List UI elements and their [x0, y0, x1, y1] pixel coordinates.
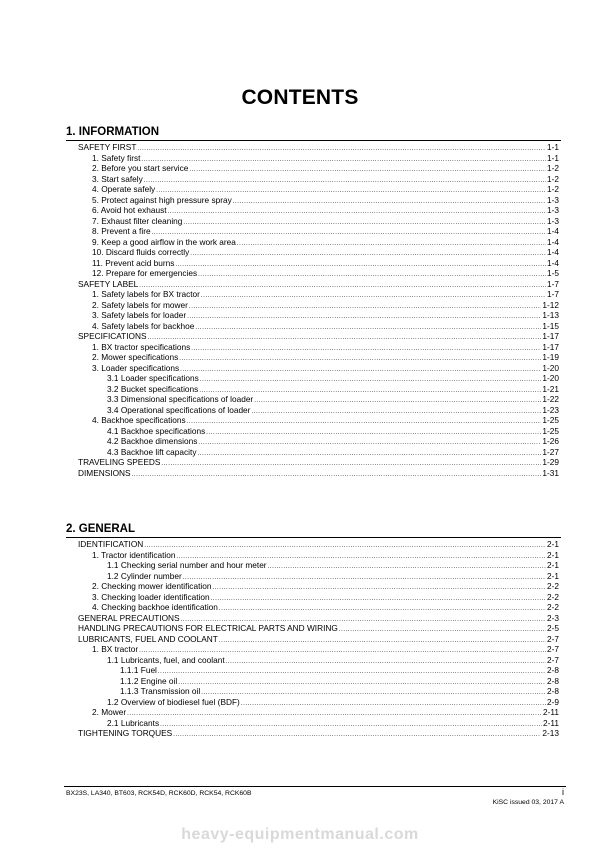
toc-entry-label: 1. Safety labels for BX tractor: [92, 289, 200, 299]
toc-entry[interactable]: [78, 613, 559, 624]
toc-entry-label: 11. Prevent acid burns: [92, 257, 175, 268]
toc-entry-label: 4. Backhoe specifications: [92, 415, 186, 425]
toc-entry-label: 1. Tractor identification: [92, 549, 176, 560]
toc-entry-page: 1-17: [542, 331, 559, 341]
toc-entry-label: 3. Loader specifications: [92, 362, 180, 373]
section-heading: 2. GENERAL: [66, 523, 136, 535]
dot-leader: [139, 279, 546, 290]
toc-entry[interactable]: [120, 676, 559, 687]
footer-models: BX23S, LA340, BT603, RCK54D, RCK60D, RCK54, RCK60B: [66, 790, 252, 797]
toc-entry-label: 4. Checking backhoe identification: [92, 602, 218, 612]
toc-entry[interactable]: [92, 310, 559, 321]
toc-entry-label: 6. Avoid hot exhaust: [92, 205, 167, 215]
toc-entry-page: 1-27: [542, 446, 559, 457]
toc-entry[interactable]: [92, 592, 559, 603]
toc-entry-page: 1-4: [547, 257, 559, 268]
toc-entry-page: 1-21: [542, 383, 559, 394]
dot-leader: [187, 310, 541, 321]
toc-entry-page: 1-4: [547, 236, 559, 247]
toc-entry-label: 1.1 Checking serial number and hour meter: [107, 560, 267, 570]
dot-leader: [191, 342, 541, 353]
toc-entry-label: 1. BX tractor: [92, 644, 139, 654]
dot-leader: [219, 634, 546, 645]
dot-leader: [199, 384, 541, 395]
toc-entry[interactable]: [92, 195, 559, 206]
toc-entry-page: 1-2: [547, 173, 559, 184]
dot-leader: [233, 195, 546, 206]
toc-entry[interactable]: [107, 384, 559, 395]
toc-entry-page: 1-29: [542, 457, 559, 467]
dot-leader: [161, 457, 541, 468]
toc-entry-page: 2-1: [547, 560, 559, 570]
dot-leader: [226, 655, 546, 666]
toc-entry-page: 1-7: [547, 289, 559, 299]
toc-entry-page: 1-20: [542, 362, 559, 373]
toc-entry-page: 2-2: [547, 602, 559, 612]
section-heading: 1. INFORMATION: [66, 126, 160, 138]
dot-leader: [139, 644, 546, 655]
dot-leader: [197, 447, 541, 458]
toc-entry[interactable]: [92, 163, 559, 174]
toc-entry[interactable]: [78, 623, 559, 634]
toc-entry[interactable]: [78, 331, 559, 342]
dot-leader: [156, 184, 546, 195]
toc-entry[interactable]: [107, 655, 559, 666]
toc-entry-label: TRAVELING SPEEDS: [78, 457, 161, 467]
toc-entry-page: 1-4: [547, 226, 559, 236]
dot-leader: [254, 394, 541, 405]
dot-leader: [141, 153, 546, 164]
dot-leader: [189, 163, 546, 174]
toc-entry-page: 1-2: [547, 163, 559, 173]
dot-leader: [137, 142, 546, 153]
toc-entry-label: LUBRICANTS, FUEL AND COOLANT: [78, 633, 218, 644]
toc-entry[interactable]: [92, 153, 559, 164]
toc-entry-label: 9. Keep a good airflow in the work area: [92, 236, 236, 247]
toc-entry-label: SAFETY FIRST: [78, 142, 137, 152]
toc-entry-page: 2-1: [547, 549, 559, 560]
dot-leader: [190, 247, 546, 258]
toc-entry[interactable]: [92, 174, 559, 185]
toc-entry-page: 2-1: [547, 539, 559, 549]
toc-entry-page: 2-2: [547, 591, 559, 602]
toc-entry-label: SPECIFICATIONS: [78, 331, 147, 341]
toc-entry[interactable]: [107, 405, 559, 416]
toc-entry-page: 1-20: [542, 373, 559, 383]
toc-entry[interactable]: [92, 644, 559, 655]
dot-leader: [132, 468, 542, 479]
toc-entry-page: 1-4: [547, 247, 559, 257]
toc-entry-label: 1.2 Overview of biodiesel fuel (BDF): [107, 696, 240, 707]
dot-leader: [200, 373, 542, 384]
toc-entry-page: 2-7: [547, 644, 559, 654]
toc-entry-page: 1-15: [542, 320, 559, 331]
toc-entry[interactable]: [92, 247, 559, 258]
toc-entry-label: 1. Safety first: [92, 152, 141, 163]
toc-entry[interactable]: [107, 436, 559, 447]
toc-entry-page: 2-7: [547, 633, 559, 644]
toc-entry[interactable]: [107, 697, 559, 708]
dot-leader: [160, 718, 542, 729]
toc-entry-label: 1.1.1 Fuel: [120, 665, 157, 675]
toc-entry-page: 2-3: [547, 612, 559, 623]
toc-entry[interactable]: [92, 602, 559, 613]
section-divider: [66, 537, 561, 538]
toc-entry-page: 1-7: [547, 278, 559, 289]
toc-entry[interactable]: [92, 363, 559, 374]
toc-entry[interactable]: [92, 226, 559, 237]
toc-entry-label: DIMENSIONS: [78, 467, 131, 478]
toc-entry-label: 12. Prepare for emergencies: [92, 268, 198, 278]
toc-entry-label: 2.1 Lubricants: [107, 717, 160, 728]
toc-entry-label: 1. BX tractor specifications: [92, 341, 191, 352]
toc-entry-page: 1-19: [542, 352, 559, 362]
toc-entry-label: 4.2 Backhoe dimensions: [107, 436, 198, 446]
dot-leader: [201, 289, 546, 300]
dot-leader: [189, 300, 541, 311]
toc-entry[interactable]: [92, 342, 559, 353]
toc-entry[interactable]: [92, 205, 559, 216]
toc-entry-label: 3.4 Operational specifications of loader: [107, 404, 251, 415]
toc-entry-label: 3. Safety labels for loader: [92, 310, 187, 320]
toc-entry-page: 2-2: [547, 581, 559, 591]
toc-entry[interactable]: [92, 237, 559, 248]
toc-entry-label: 3.2 Bucket specifications: [107, 383, 199, 394]
dot-leader: [237, 237, 546, 248]
toc-entry-label: 4.3 Backhoe lift capacity: [107, 446, 197, 457]
toc-entry-page: 1-17: [542, 341, 559, 352]
toc-entry-page: 2-9: [547, 696, 559, 707]
dot-leader: [187, 415, 542, 426]
toc-entry-label: 5. Protect against high pressure spray: [92, 194, 232, 205]
toc-entry-label: HANDLING PRECAUTIONS FOR ELECTRICAL PARTS AND WIRING: [78, 623, 338, 633]
toc-entry-label: 1.2 Cylinder number: [107, 570, 182, 581]
toc-entry-page: 2-8: [547, 675, 559, 686]
toc-entry[interactable]: [92, 184, 559, 195]
toc-entry-page: 1-25: [542, 425, 559, 436]
toc-entry[interactable]: [92, 352, 559, 363]
toc-entry-page: 1-3: [547, 205, 559, 215]
dot-leader: [339, 623, 546, 634]
dot-leader: [212, 581, 546, 592]
toc-entry-label: 2. Mower specifications: [92, 352, 179, 362]
toc-entry-label: GENERAL PRECAUTIONS: [78, 612, 180, 623]
toc-entry[interactable]: [92, 258, 559, 269]
toc-entry[interactable]: [107, 426, 559, 437]
toc-entry-label: 3. Start safely: [92, 173, 143, 184]
toc-entry-page: 2-8: [547, 665, 559, 675]
toc-entry-page: 1-5: [547, 268, 559, 278]
toc-entry-label: 2. Before you start service: [92, 163, 189, 173]
watermark: heavy-equipmentmanual.com: [181, 826, 419, 843]
toc-entry-page: 1-22: [542, 394, 559, 404]
dot-leader: [178, 676, 546, 687]
toc-entry[interactable]: [107, 718, 559, 729]
toc-entry-label: 3.3 Dimensional specifications of loader: [107, 394, 254, 404]
toc-entry[interactable]: [107, 373, 559, 384]
dot-leader: [195, 321, 541, 332]
toc-entry-label: IDENTIFICATION: [78, 539, 144, 549]
section-divider: [66, 140, 561, 141]
toc-entry-label: 10. Discard fluids correctly: [92, 247, 190, 257]
toc-entry-label: 2. Checking mower identification: [92, 581, 212, 591]
toc-entry-label: 1.1.3 Transmission oil: [120, 686, 201, 696]
toc-entry-label: 4. Operate safely: [92, 184, 156, 194]
dot-leader: [180, 363, 541, 374]
dot-leader: [127, 707, 542, 718]
toc-entry-page: 2-11: [543, 707, 559, 717]
dot-leader: [148, 331, 542, 342]
dot-leader: [144, 539, 546, 550]
toc-entry[interactable]: [92, 581, 559, 592]
dot-leader: [173, 728, 541, 739]
toc-entry[interactable]: [92, 321, 559, 332]
toc-entry-label: 2. Mower: [92, 707, 127, 717]
toc-entry-page: 1-25: [542, 415, 559, 425]
toc-entry[interactable]: [78, 142, 559, 153]
toc-entry[interactable]: [120, 686, 559, 697]
toc-entry[interactable]: [92, 550, 559, 561]
toc-entry[interactable]: [92, 415, 559, 426]
toc-entry[interactable]: [78, 728, 559, 739]
toc-entry-label: SAFETY LABEL: [78, 278, 139, 289]
toc-entry-page: 2-5: [547, 623, 559, 633]
dot-leader: [183, 571, 546, 582]
toc-entry-page: 2-11: [543, 717, 559, 728]
dot-leader: [198, 436, 541, 447]
toc-entry[interactable]: [78, 634, 559, 645]
toc-entry-page: 1-1: [547, 152, 559, 163]
dot-leader: [179, 352, 541, 363]
dot-leader: [198, 268, 546, 279]
toc-entry[interactable]: [92, 268, 559, 279]
toc-entry-page: 1-3: [547, 194, 559, 205]
toc-entry[interactable]: [120, 665, 559, 676]
toc-entry-page: 2-1: [547, 570, 559, 581]
toc-entry-label: 7. Exhaust filter cleaning: [92, 215, 183, 226]
toc-entry-page: 1-2: [547, 184, 559, 194]
toc-entry-page: 1-31: [542, 467, 559, 478]
toc-entry[interactable]: [92, 216, 559, 227]
dot-leader: [268, 560, 546, 571]
toc-entry-label: 4. Safety labels for backhoe: [92, 320, 195, 331]
dot-leader: [175, 258, 546, 269]
dot-leader: [168, 205, 546, 216]
dot-leader: [176, 550, 546, 561]
toc-entry[interactable]: [92, 300, 559, 311]
toc-entry[interactable]: [78, 457, 559, 468]
dot-leader: [152, 226, 546, 237]
toc-entry-page: 2-8: [547, 686, 559, 696]
toc-entry-page: 2-7: [547, 654, 559, 665]
toc-entry[interactable]: [107, 394, 559, 405]
dot-leader: [241, 697, 546, 708]
toc-entry[interactable]: [78, 468, 559, 479]
dot-leader: [201, 686, 546, 697]
dot-leader: [158, 665, 546, 676]
dot-leader: [219, 602, 546, 613]
toc-entry-label: 1.1 Lubricants, fuel, and coolant: [107, 654, 225, 665]
footer-page-number: i: [562, 787, 564, 797]
toc-entry-label: 3. Checking loader identification: [92, 591, 210, 602]
toc-entry-page: 1-12: [542, 299, 559, 310]
dot-leader: [206, 426, 541, 437]
toc-entry-page: 1-13: [542, 310, 559, 320]
toc-entry-label: 1.1.2 Engine oil: [120, 675, 178, 686]
toc-entry[interactable]: [107, 571, 559, 582]
toc-entry[interactable]: [92, 289, 559, 300]
toc-entry-label: 4.1 Backhoe specifications: [107, 425, 206, 436]
footer-issue: KiSC issued 03, 2017 A: [492, 799, 564, 806]
toc-entry-label: TIGHTENING TORQUES: [78, 728, 173, 738]
dot-leader: [183, 216, 546, 227]
page-title: CONTENTS: [241, 86, 359, 109]
toc-entry-label: 8. Prevent a fire: [92, 226, 151, 236]
toc-entry-page: 1-23: [542, 404, 559, 415]
toc-entry[interactable]: [78, 539, 559, 550]
dot-leader: [181, 613, 546, 624]
dot-leader: [211, 592, 546, 603]
toc-entry-page: 1-3: [547, 215, 559, 226]
toc-entry[interactable]: [78, 279, 559, 290]
toc-entry-page: 2-13: [542, 728, 559, 738]
dot-leader: [251, 405, 541, 416]
toc-entry-page: 1-1: [547, 142, 559, 152]
toc-entry-label: 2. Safety labels for mower: [92, 299, 188, 310]
toc-entry[interactable]: [107, 447, 559, 458]
toc-entry-label: 3.1 Loader specifications: [107, 373, 199, 383]
toc-entry-page: 1-26: [542, 436, 559, 446]
toc-entry[interactable]: [107, 560, 559, 571]
footer-divider: [64, 786, 566, 787]
dot-leader: [144, 174, 546, 185]
toc-entry[interactable]: [92, 707, 559, 718]
